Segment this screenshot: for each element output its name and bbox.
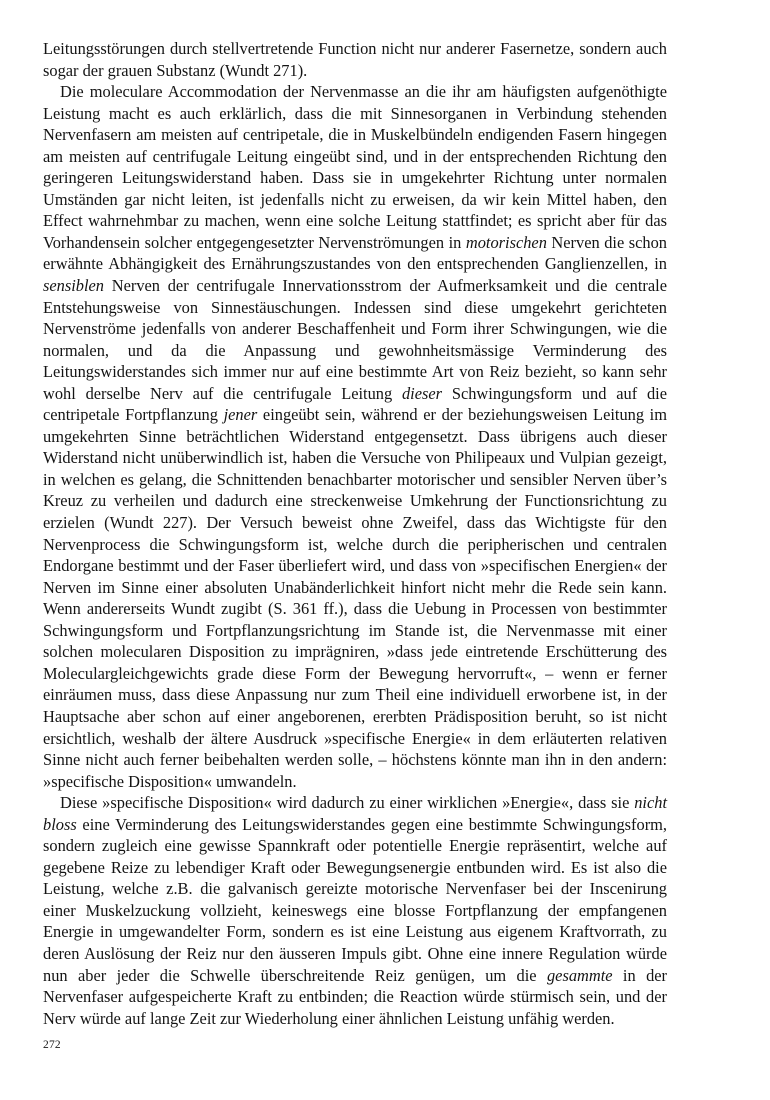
body-text-run: Leitungsstörungen durch stellvertretende Function nicht nur anderer Fasernetze, sondern auch sogar der grauen Substanz (Wundt 271).: [43, 39, 667, 80]
page-number-folio: 272: [43, 1039, 61, 1051]
body-text-run: in der Nervenfaser aufgespeicherte Kraft zu entbinden; die Reaction würde stürmisch sein, und der Nerv würde auf lange Zeit zur Wiederholung einer ähnlichen Leistung unfähig werden.: [43, 965, 667, 1028]
body-text-run: eingeübt sein, während er der beziehungsweisen Leitung im umgekehrten Sinne beträchtlichen Widerstand entgegensetzt. Dass übrigens auch dieser Widerstand nicht unüberwindlich ist, haben die Versuche von Philipeaux und Vulpian gezeigt, in welchen es gelang, die Schnittenden benachbarter motorischer und sensibler Nerven über’s Kreuz zu verheilen und dadurch eine streckenweise Umkehrung der Functionsrichtung zu erzielen (Wundt 227). Der Versuch beweist ohne Zweifel, dass das Wichtigste für den Nervenprocess die Schwingungsform ist, welche durch die peripherischen und centralen Endorgane bestimmt und der Faser überliefert wird, und dass von »specifischen Energien« der Nerven im Sinne einer absoluten Unabänderlichkeit hinfort nicht mehr die Rede sein kann. Wenn andererseits Wundt zugibt (S. 361 ff.), dass die Uebung in Processen von bestimmter Schwingungsform und Fortpflanzungsrichtung im Stande ist, die Nervenmasse mit einer solchen molecularen Disposition zu imprägniren, »dass jede eintretende Erschütterung des Moleculargleichgewichts grade diese Form der Bewegung hervorruft«, – wenn er ferner einräumen muss, dass diese Anpassung nur zum Theil eine individuell erworbene ist, in der Hauptsache aber schon auf einer angeborenen, ererbten Prädisposition beruht, so ist nicht ersichtlich, weshalb der ältere Ausdruck »specifische Energie« in dem erläuterten relativen Sinne nicht auch ferner beibehalten werden solle, – höchstens könnte man ihn in den andern: »specifische Disposition« umwandeln.: [43, 405, 667, 791]
body-text-run: Diese »specifische Disposition« wird dadurch zu einer wirklichen »Energie«, dass sie: [60, 793, 635, 813]
emphasis-text: sensiblen: [43, 276, 105, 296]
body-text-run: Die moleculare Accommodation der Nervenmasse an die ihr am häufigsten aufgenöthigte Leistung macht es auch erklärlich, dass die mit Sinnesorganen in Verbindung stehenden Nervenfasern am meisten auf centripetale, die in Muskelbündeln endigenden Fasern hingegen am meisten auf centrifugale Leitung eingeübt sind, und in der entsprechenden Richtung den geringeren Leitungswiderstand haben. Dass sie in umgekehrter Richtung unter normalen Umständen gar nicht leiten, ist jedenfalls nicht zu erweisen, da wir kein Mittel haben, den Effect wahrnehmbar zu machen, wenn eine solche Leitung stattfindet; es spricht aber für das Vorhandensein solcher entgegengesetzter Nervenströmungen in: [43, 82, 667, 252]
body-text-column: [43, 38, 667, 1029]
emphasis-text: jener: [223, 405, 258, 425]
body-paragraph: [43, 792, 667, 1029]
body-paragraph: [43, 38, 667, 81]
emphasis-text: dieser: [401, 383, 443, 403]
body-text-run: eine Verminderung des Leitungswiderstandes gegen eine bestimmte Schwingungsform, sondern zugleich eine gewisse Spannkraft oder potentielle Energie repräsentirt, welche auf gegebene Reize zu lebendiger Kraft oder Bewegungsenergie entbunden wird. Es ist also die Leistung, welche z.B. die galvanisch gereizte motorische Nervenfaser bei der Inscenirung einer Muskelzuckung vollzieht, keineswegs eine blosse Fortpflanzung der empfangenen Energie in umgewandelter Form, sondern es ist eine Leistung aus eigenem Kraftvorrath, zu deren Auslösung der Reiz nur den äusseren Impuls gibt. Ohne eine innere Regulation würde nun aber jeder die Schwelle überschreitende Reiz genügen, um die: [43, 814, 667, 985]
emphasis-text: nicht bloss: [43, 793, 667, 834]
body-text-run: Nerven die schon erwähnte Abhängigkeit des Ernährungszustandes von den entsprechenden Ganglienzellen, in: [43, 232, 667, 274]
body-text-run: Nerven der centrifugale Innervationsstrom der Aufmerksamkeit und die centrale Entstehungsweise von Sinnestäuschungen. Indessen sind diese umgekehrt gerichteten Nervenströme jedenfalls von anderer Beschaffenheit und Form ihrer Schwingungen, wie die normalen, und da die Anpassung und gewohnheitsmässige Verminderung des Leitungswiderstandes sich immer nur auf eine bestimmte Art von Reiz bezieht, so kann sehr wohl derselbe Nerv auf die centrifugale Leitung: [43, 276, 667, 403]
body-text-run: Schwingungsform und auf die centripetale Fortpflanzung: [43, 383, 667, 425]
body-paragraph: [43, 81, 667, 792]
emphasis-text: gesammte: [546, 965, 613, 985]
emphasis-text: motorischen: [465, 232, 547, 252]
